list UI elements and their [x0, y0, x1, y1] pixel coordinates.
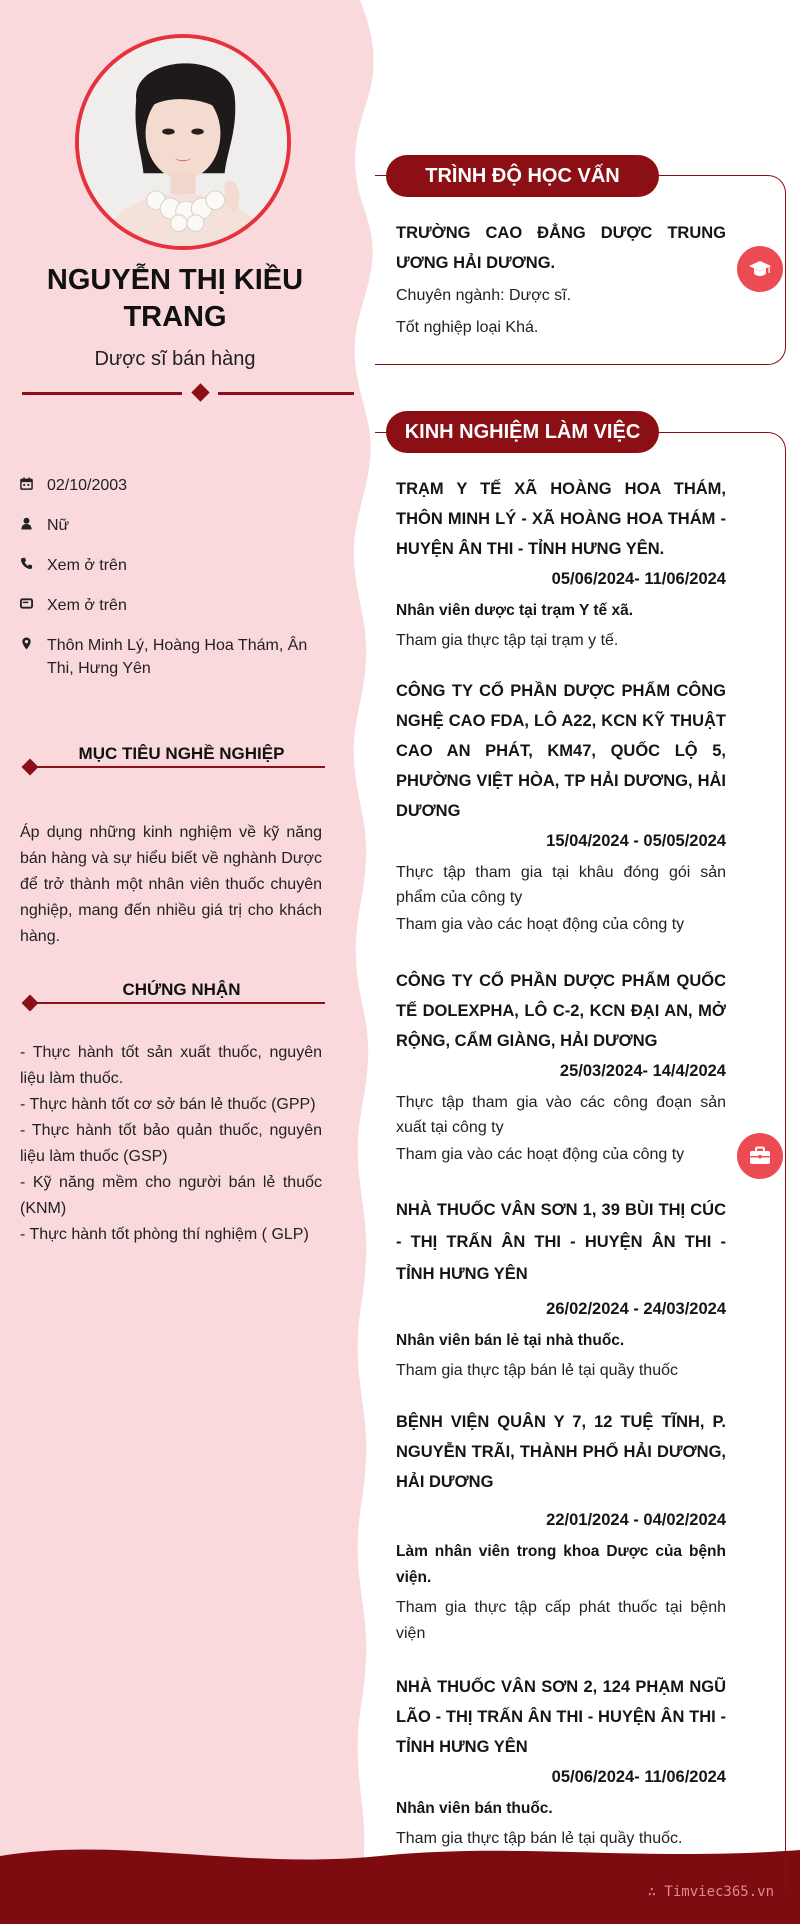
experience-role: Nhân viên dược tại trạm Y tế xã.	[396, 602, 634, 619]
experience-date: 26/02/2024 - 24/03/2024	[546, 1300, 726, 1318]
avatar-portrait	[79, 38, 287, 246]
experience-desc: Tham gia thực tập bán lẻ tại quầy thuốc	[396, 1362, 678, 1379]
experience-date: 05/06/2024- 11/06/2024	[551, 570, 726, 588]
certificate-item: - Thực hành tốt cơ sở bán lẻ thuốc (GPP)	[20, 1096, 316, 1113]
graduation-cap-icon	[737, 246, 783, 292]
contact-address	[20, 634, 330, 680]
user-icon	[20, 514, 47, 530]
experience-date: 22/01/2024 - 04/02/2024	[546, 1511, 726, 1529]
certificate-item: - Thực hành tốt bảo quản thuốc, nguyên liệu làm thuốc (GSP)	[20, 1122, 322, 1165]
experience-org: NHÀ THUỐC VÂN SƠN 2, 124 PHẠM NGŨ LÃO - THỊ TRẤN ÂN THI - HUYỆN ÂN THI - TỈNH HƯNG YÊN	[396, 1678, 726, 1756]
birthday-value: 02/10/2003	[47, 477, 128, 494]
experience-item	[396, 1194, 726, 1384]
experience-role: Nhân viên bán thuốc.	[396, 1800, 553, 1817]
name-divider	[22, 385, 334, 401]
phone-value: Xem ở trên	[47, 557, 127, 574]
calendar-icon	[20, 474, 47, 490]
experience-role: Nhân viên bán lẻ tại nhà thuốc.	[396, 1332, 625, 1349]
education-title: TRÌNH ĐỘ HỌC VẤN	[386, 155, 659, 197]
education-school: TRƯỜNG CAO ĐẲNG DƯỢC TRUNG ƯƠNG HẢI DƯƠNG.	[396, 224, 726, 272]
experience-title: KINH NGHIỆM LÀM VIỆC	[386, 411, 659, 453]
experience-desc: Thực tập tham gia vào các công đoạn sản xuất tại công ty	[396, 1094, 726, 1136]
email-value: Xem ở trên	[47, 597, 127, 614]
experience-desc: Thực tập tham gia tại khâu đóng gói sản phẩm của công ty	[396, 864, 726, 906]
education-entry	[396, 218, 726, 344]
experience-date: 15/04/2024 - 05/05/2024	[546, 832, 726, 850]
experience-desc: Tham gia vào các hoạt động của công ty	[396, 916, 685, 933]
experience-org: TRẠM Y TẾ XÃ HOÀNG HOA THÁM, THÔN MINH LÝ - XÃ HOÀNG HOA THÁM -HUYỆN ÂN THI - TỈNH HƯNG YÊN.	[396, 480, 726, 558]
avatar	[75, 34, 291, 250]
experience-date: 05/06/2024- 11/06/2024	[551, 1768, 726, 1786]
contact-list	[20, 474, 330, 697]
experience-org: CÔNG TY CỔ PHẦN DƯỢC PHẨM CÔNG NGHỆ CAO FDA, LÔ A22, KCN KỸ THUẬT CAO AN PHÁT, KM47, QUỐC LỘ 5, PHƯỜNG VIỆT HÒA, TP HẢI DƯƠNG, HẢI DƯƠNG	[396, 682, 726, 820]
experience-desc: Tham gia thực tập bán lẻ tại quầy thuốc.	[396, 1830, 683, 1847]
certificate-item: - Thực hành tốt sản xuất thuốc, nguyên liệu làm thuốc.	[20, 1044, 322, 1087]
map-pin-icon	[20, 634, 47, 650]
experience-role: Làm nhân viên trong khoa Dược của bệnh viện.	[396, 1543, 726, 1586]
experience-item	[396, 676, 726, 938]
career-goal-text: Áp dụng những kinh nghiệm về kỹ năng bán hàng và sự hiểu biết về nghành Dược để trở thành một nhân viên thuốc chuyên nghiệp, mang đến nhiều giá trị cho khách hàng.	[20, 824, 322, 945]
experience-item	[396, 966, 726, 1168]
footer-brand[interactable]: ∴ Timviec365.vn	[647, 1884, 774, 1900]
briefcase-icon	[737, 1133, 783, 1179]
experience-date: 25/03/2024- 14/4/2024	[559, 1062, 726, 1080]
experience-org: CÔNG TY CỔ PHẦN DƯỢC PHẨM QUỐC TẾ DOLEXPHA, LÔ C-2, KCN ĐẠI AN, MỞ RỘNG, CẨM GIÀNG, HẢI DƯƠNG	[396, 972, 726, 1050]
experience-item	[396, 1672, 726, 1852]
career-goal-heading	[20, 744, 325, 774]
contact-email	[20, 594, 330, 617]
experience-desc: Tham gia thực tập cấp phát thuốc tại bệnh viện	[396, 1599, 726, 1642]
certificates-list	[20, 1040, 322, 1248]
experience-org: NHÀ THUỐC VÂN SƠN 1, 39 BÙI THỊ CÚC - THỊ TRẤN ÂN THI - HUYỆN ÂN THI - TỈNH HƯNG YÊN	[396, 1201, 726, 1283]
contact-gender	[20, 514, 330, 537]
certificates-heading	[20, 980, 325, 1010]
education-major: Chuyên ngành: Dược sĩ.	[396, 287, 572, 304]
education-grade: Tốt nghiệp loại Khá.	[396, 319, 539, 336]
certificate-item: - Kỹ năng mềm cho người bán lẻ thuốc (KNM)	[20, 1174, 322, 1217]
experience-item	[396, 1407, 726, 1647]
experience-desc: Tham gia thực tập tại trạm y tế.	[396, 632, 619, 649]
experience-desc: Tham gia vào các hoạt động của công ty	[396, 1146, 685, 1163]
experience-org: BỆNH VIỆN QUÂN Y 7, 12 TUỆ TĨNH, P. NGUYỄN TRÃI, THÀNH PHỐ HẢI DƯƠNG, HẢI DƯƠNG	[396, 1413, 726, 1491]
certificate-item: - Thực hành tốt phòng thí nghiệm ( GLP)	[20, 1226, 309, 1243]
address-value: Thôn Minh Lý, Hoàng Hoa Thám, Ân Thi, Hưng Yên	[47, 637, 308, 677]
career-goal-title: MỤC TIÊU NGHỀ NGHIỆP	[78, 744, 285, 763]
gender-value: Nữ	[47, 517, 70, 534]
envelope-icon	[20, 594, 47, 610]
certificates-title: CHỨNG NHẬN	[122, 980, 241, 999]
phone-icon	[20, 554, 47, 570]
contact-birthday	[20, 474, 330, 497]
experience-item	[396, 474, 726, 654]
contact-phone	[20, 554, 330, 577]
profile-name: NGUYỄN THỊ KIỀU TRANG	[46, 264, 304, 333]
job-title: Dược sĩ bán hàng	[94, 348, 256, 370]
